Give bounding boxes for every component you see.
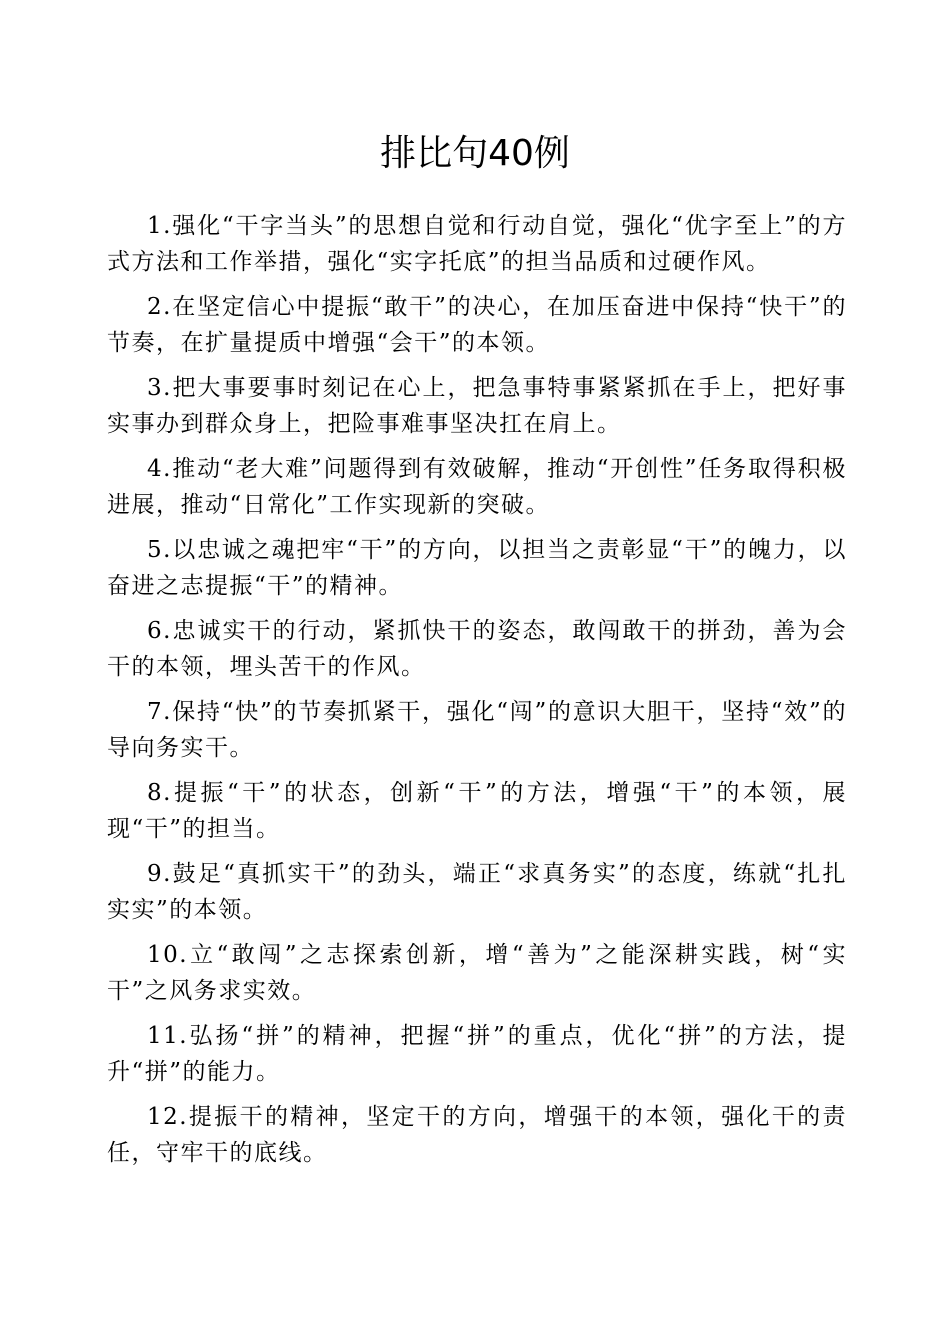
paragraph-12: 12.提振干的精神，坚定干的方向，增强干的本领，强化干的责任，守牢干的底线。 [107, 1104, 847, 1166]
paragraph-10: 10.立“敢闯”之志探索创新，增“善为”之能深耕实践，树“实干”之风务求实效。 [107, 942, 847, 1004]
paragraph-8: 8.提振“干”的状态，创新“干”的方法，增强“干”的本领，展现“干”的担当。 [107, 780, 847, 842]
paragraph-1: 1.强化“干字当头”的思想自觉和行动自觉，强化“优字至上”的方式方法和工作举措，强化“实字托底”的担当品质和过硬作风。 [107, 213, 847, 275]
paragraph-6: 6.忠诚实干的行动，紧抓快干的姿态，敢闯敢干的拼劲，善为会干的本领，埋头苦干的作风。 [107, 618, 847, 680]
paragraph-2: 2.在坚定信心中提振“敢干”的决心，在加压奋进中保持“快干”的节奏，在扩量提质中增强“会干”的本领。 [107, 294, 847, 356]
paragraph-3: 3.把大事要事时刻记在心上，把急事特事紧紧抓在手上，把好事实事办到群众身上，把险事难事坚决扛在肩上。 [107, 375, 847, 437]
paragraph-4: 4.推动“老大难”问题得到有效破解，推动“开创性”任务取得积极进展，推动“日常化”工作实现新的突破。 [107, 456, 847, 518]
page-title: 排比句40例 [380, 133, 570, 174]
paragraph-7: 7.保持“快”的节奏抓紧干，强化“闯”的意识大胆干，坚持“效”的导向务实干。 [107, 699, 847, 761]
paragraph-9: 9.鼓足“真抓实干”的劲头，端正“求真务实”的态度，练就“扎扎实实”的本领。 [107, 861, 847, 923]
paragraph-11: 11.弘扬“拼”的精神，把握“拼”的重点，优化“拼”的方法，提升“拼”的能力。 [107, 1023, 847, 1085]
paragraph-5: 5.以忠诚之魂把牢“干”的方向，以担当之责彰显“干”的魄力，以奋进之志提振“干”的精神。 [107, 537, 847, 599]
document-body [107, 208, 847, 1180]
